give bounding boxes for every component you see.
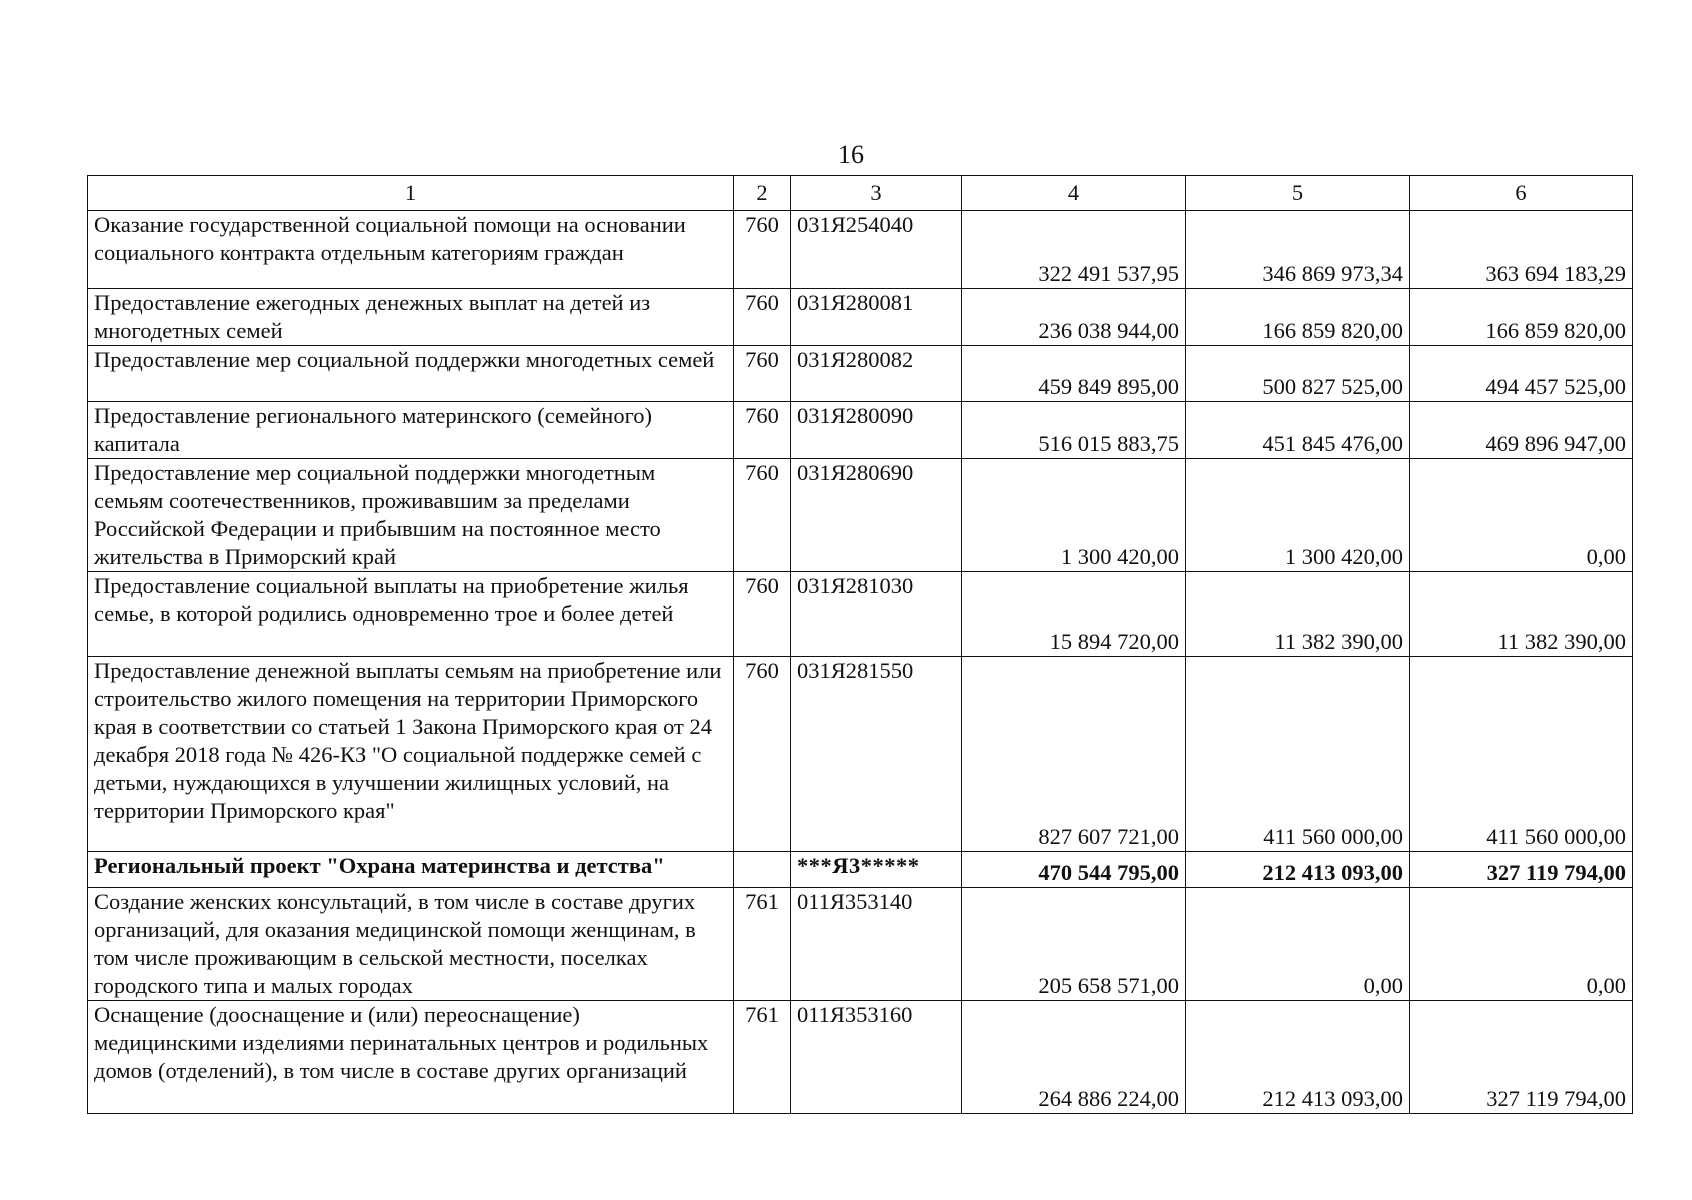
row-amount-6: 11 382 390,00 [1410,572,1633,657]
row-name: Предоставление ежегодных денежных выплат на детей из многодетных семей [88,289,734,346]
row-target-code: 011Я353160 [791,1001,962,1114]
row-amount-6: 327 119 794,00 [1410,852,1633,888]
column-header-4: 4 [962,176,1186,211]
row-target-code: 031Я280090 [791,402,962,459]
row-amount-6: 411 560 000,00 [1410,657,1633,852]
row-target-code: 031Я280690 [791,459,962,572]
row-name: Предоставление денежной выплаты семьям на приобретение или строительство жилого помещения на территории Приморского края в соответствии со статьей 1 Закона Приморского края от 24 декабря 2018 года № 426-КЗ "О социальной поддержке семей с детьми, нуждающихся в улучшении жилищных условий, на территории Приморского края" [88,657,734,852]
row-target-code: 031Я281030 [791,572,962,657]
row-name: Предоставление мер социальной поддержки многодетным семьям соотечественников, проживавшим за пределами Российской Федерации и прибывшим на постоянное место жительства в Приморский край [88,459,734,572]
row-gr-code: 761 [734,888,791,1001]
row-gr-code: 760 [734,572,791,657]
row-gr-code: 760 [734,346,791,402]
table-row [88,888,1633,1001]
project-total-row [88,852,1633,888]
row-amount-6: 494 457 525,00 [1410,346,1633,402]
row-amount-4: 516 015 883,75 [962,402,1186,459]
row-gr-code: 760 [734,211,791,289]
row-amount-4: 1 300 420,00 [962,459,1186,572]
row-amount-4: 827 607 721,00 [962,657,1186,852]
row-target-code: 031Я281550 [791,657,962,852]
row-gr-code: 760 [734,289,791,346]
row-gr-code: 761 [734,1001,791,1114]
row-amount-5: 166 859 820,00 [1186,289,1410,346]
table-row [88,402,1633,459]
column-number-header-row [88,176,1633,211]
row-amount-4: 459 849 895,00 [962,346,1186,402]
row-name: Предоставление социальной выплаты на приобретение жилья семье, в которой родились одновременно трое и более детей [88,572,734,657]
table-row [88,1001,1633,1114]
row-gr-code: 760 [734,657,791,852]
row-target-code: 011Я353140 [791,888,962,1001]
row-amount-4: 15 894 720,00 [962,572,1186,657]
row-amount-4: 236 038 944,00 [962,289,1186,346]
row-name: Предоставление регионального материнского (семейного) капитала [88,402,734,459]
row-amount-5: 411 560 000,00 [1186,657,1410,852]
table-row [88,346,1633,402]
row-gr-code: 760 [734,459,791,572]
table-row [88,572,1633,657]
row-target-code: ***Я3***** [791,852,962,888]
table-row [88,211,1633,289]
row-name: Оказание государственной социальной помощи на основании социального контракта отдельным категориям граждан [88,211,734,289]
row-amount-6: 327 119 794,00 [1410,1001,1633,1114]
row-amount-4: 205 658 571,00 [962,888,1186,1001]
row-name: Предоставление мер социальной поддержки многодетных семей [88,346,734,402]
row-amount-5: 451 845 476,00 [1186,402,1410,459]
row-amount-5: 212 413 093,00 [1186,1001,1410,1114]
column-header-3: 3 [791,176,962,211]
column-header-6: 6 [1410,176,1633,211]
table-row [88,289,1633,346]
row-target-code: 031Я280082 [791,346,962,402]
row-amount-5: 1 300 420,00 [1186,459,1410,572]
table-row [88,459,1633,572]
column-header-1: 1 [88,176,734,211]
row-target-code: 031Я280081 [791,289,962,346]
budget-table [87,175,1633,1114]
row-target-code: 031Я254040 [791,211,962,289]
row-name: Создание женских консультаций, в том числе в составе других организаций, для оказания медицинской помощи женщинам, в том числе проживающим в сельской местности, поселках городского типа и малых городах [88,888,734,1001]
row-name: Оснащение (дооснащение и (или) переоснащение) медицинскими изделиями перинатальных центров и родильных домов (отделений), в том числе в составе других организаций [88,1001,734,1114]
row-amount-4: 264 886 224,00 [962,1001,1186,1114]
row-amount-6: 363 694 183,29 [1410,211,1633,289]
page-number: 16 [838,140,864,169]
row-amount-4: 470 544 795,00 [962,852,1186,888]
column-header-2: 2 [734,176,791,211]
row-amount-4: 322 491 537,95 [962,211,1186,289]
row-amount-5: 212 413 093,00 [1186,852,1410,888]
table-row [88,657,1633,852]
row-amount-5: 500 827 525,00 [1186,346,1410,402]
row-amount-5: 11 382 390,00 [1186,572,1410,657]
row-amount-6: 469 896 947,00 [1410,402,1633,459]
row-name: Региональный проект "Охрана материнства и детства" [88,852,734,888]
row-gr-code [734,852,791,888]
row-amount-5: 346 869 973,34 [1186,211,1410,289]
row-amount-6: 166 859 820,00 [1410,289,1633,346]
row-gr-code: 760 [734,402,791,459]
column-header-5: 5 [1186,176,1410,211]
row-amount-6: 0,00 [1410,888,1633,1001]
row-amount-5: 0,00 [1186,888,1410,1001]
row-amount-6: 0,00 [1410,459,1633,572]
